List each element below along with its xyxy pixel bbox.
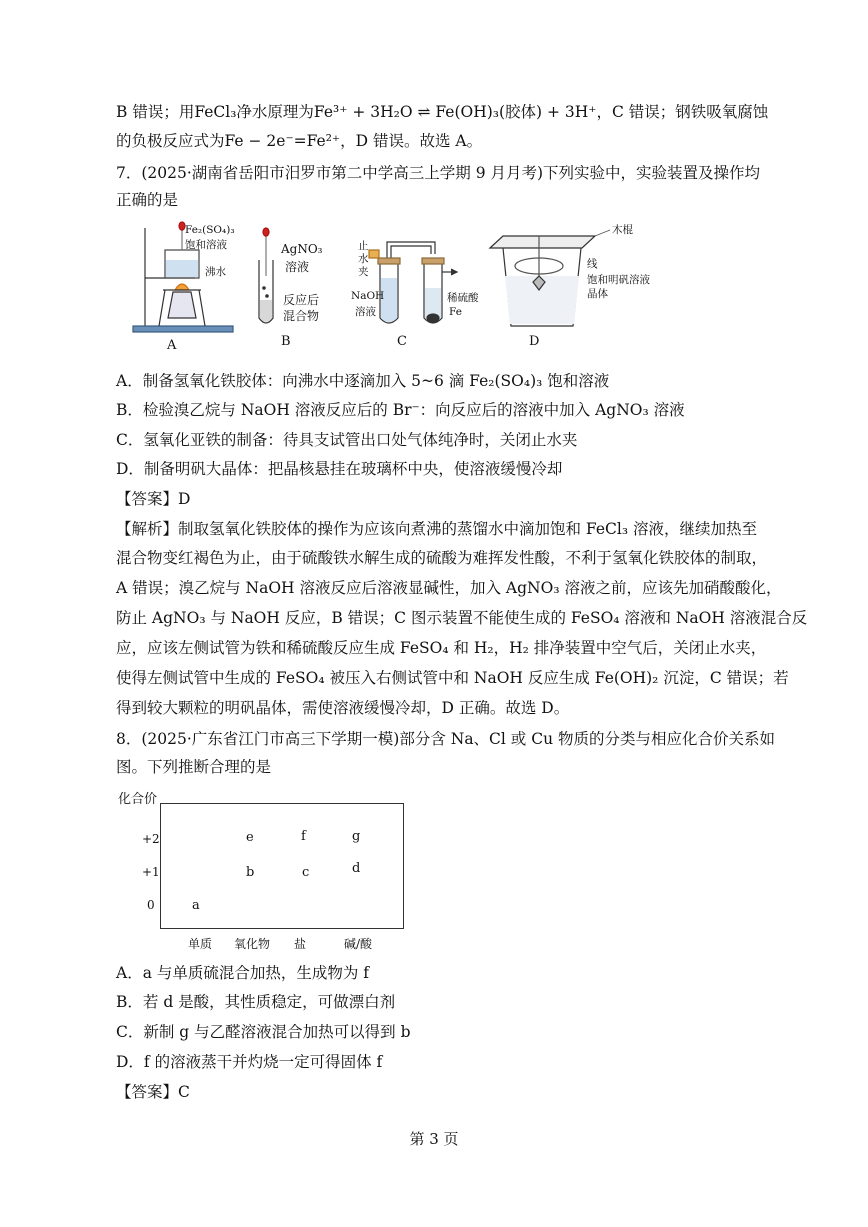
label-c-naoh: 溶液 (355, 306, 376, 318)
q7-option-a: A．制备氢氧化铁胶体：向沸水中逐滴加入 5~6 滴 Fe₂(SO₄)₃ 饱和溶液 (116, 372, 610, 390)
q7-analysis-line: 得到较大颗粒的明矾晶体，需使溶液缓慢冷却，D 正确。故选 D。 (116, 699, 570, 717)
x-tick: 碱/酸 (344, 937, 373, 951)
label-a-reagent: 饱和溶液 (185, 239, 227, 251)
label-c-clamp: 水 (358, 253, 369, 265)
label-c-naoh: NaOH (351, 290, 385, 302)
label-a-reagent: Fe₂(SO₄)₃ (185, 224, 235, 236)
point-c: c (302, 865, 310, 880)
question-8-stem: 8．(2025·广东省江门市高三下学期一模)部分含 Na、Cl 或 Cu 物质的分类与相应化合价关系如 (116, 730, 776, 748)
q8-option-a: A．a 与单质硫混合加热，生成物为 f (116, 964, 370, 982)
question-7-stem: 正确的是 (116, 191, 179, 209)
point-b: b (246, 865, 255, 880)
q8-option-c: C．新制 g 与乙醛溶液混合加热可以得到 b (116, 1023, 411, 1041)
point-g: g (352, 829, 361, 844)
page-number: 第 3 页 (409, 1130, 459, 1148)
point-f: f (301, 829, 306, 844)
q8-answer: 【答案】C (116, 1083, 190, 1101)
q7-option-d: D．制备明矾大晶体：把晶核悬挂在玻璃杯中央，使溶液缓慢冷却 (116, 460, 563, 478)
question-7-stem: 7．(2025·湖南省岳阳市汨罗市第二中学高三上学期 9 月月考)下列实验中，实验装置及操作均 (116, 164, 761, 182)
label-a-water: 沸水 (205, 266, 226, 278)
apparatus-b (259, 228, 273, 323)
q7-answer: 【答案】D (116, 490, 191, 508)
x-tick: 盐 (294, 937, 307, 951)
apparatus-c (369, 242, 457, 323)
label-d-crystal: 晶体 (587, 288, 608, 300)
label-b-reagent: 溶液 (285, 260, 310, 274)
q7-analysis-line: 混合物变红褐色为止，由于硫酸铁水解生成的硫酸为难挥发性酸，不利于氢氧化铁胶体的制取， (116, 549, 768, 567)
q7-analysis-line: 应，应该左侧试管为铁和稀硫酸反应生成 FeSO₄ 和 H₂，H₂ 排净装置中空气后，关闭止水夹， (116, 639, 767, 657)
caption-d: D (529, 334, 540, 349)
question-8-stem: 图。下列推断合理的是 (116, 758, 272, 776)
label-b-reagent: AgNO₃ (281, 242, 323, 256)
q7-analysis-line: 【解析】制取氢氧化铁胶体的操作为应该向煮沸的蒸馏水中滴加饱和 FeCl₃ 溶液，继续加热至 (116, 520, 757, 538)
caption-a: A (167, 338, 177, 353)
q7-apparatus-figure (125, 218, 685, 358)
x-tick: 单质 (188, 937, 213, 951)
label-c-clamp: 止 (358, 240, 369, 252)
q7-analysis-line: 防止 AgNO₃ 与 NaOH 反应，B 错误；C 图示装置不能使生成的 FeSO₄ 溶液和 NaOH 溶液混合反 (116, 609, 808, 627)
y-tick: +1 (142, 865, 160, 879)
text-line: 的负极反应式为Fe − 2e⁻=Fe²⁺，D 错误。故选 A。 (116, 132, 483, 150)
label-c-acid: 稀硫酸 (447, 292, 479, 304)
label-b-mixture: 混合物 (283, 309, 320, 323)
y-tick: 0 (147, 898, 155, 912)
caption-c: C (397, 334, 407, 349)
y-tick: +2 (142, 832, 160, 846)
text-line: B 错误；用FeCl₃净水原理为Fe³⁺ + 3H₂O ⇌ Fe(OH)₃(胶体) + 3H⁺，C 错误；钢铁吸氧腐蚀 (116, 103, 769, 121)
point-d: d (352, 861, 361, 876)
q7-analysis-line: 使得左侧试管中生成的 FeSO₄ 被压入右侧试管中和 NaOH 反应生成 Fe(OH)₂ 沉淀，C 错误；若 (116, 669, 789, 687)
label-d-stick: 木棍 (612, 224, 633, 236)
chart-ylabel: 化合价 (118, 792, 158, 807)
q7-option-b: B．检验溴乙烷与 NaOH 溶液反应后的 Br⁻：向反应后的溶液中加入 AgNO₃ 溶液 (116, 401, 685, 419)
label-b-mixture: 反应后 (283, 293, 320, 307)
label-d-solution: 饱和明矾溶液 (587, 274, 650, 286)
point-e: e (246, 830, 254, 845)
q8-valence-chart (112, 785, 412, 955)
x-tick: 氧化物 (234, 937, 271, 951)
caption-b: B (281, 334, 291, 349)
q8-option-d: D．f 的溶液蒸干并灼烧一定可得固体 f (116, 1053, 383, 1071)
q7-option-c: C．氢氧化亚铁的制备：待具支试管出口处气体纯净时，关闭止水夹 (116, 431, 578, 449)
q7-analysis-line: A 错误；溴乙烷与 NaOH 溶液反应后溶液显碱性，加入 AgNO₃ 溶液之前，应该先加硝酸酸化， (116, 579, 782, 597)
q8-option-b: B．若 d 是酸，其性质稳定，可做漂白剂 (116, 993, 396, 1011)
label-c-fe: Fe (449, 306, 462, 318)
label-d-thread: 线 (587, 258, 598, 270)
label-c-clamp: 夹 (358, 266, 369, 278)
point-a: a (192, 898, 200, 913)
